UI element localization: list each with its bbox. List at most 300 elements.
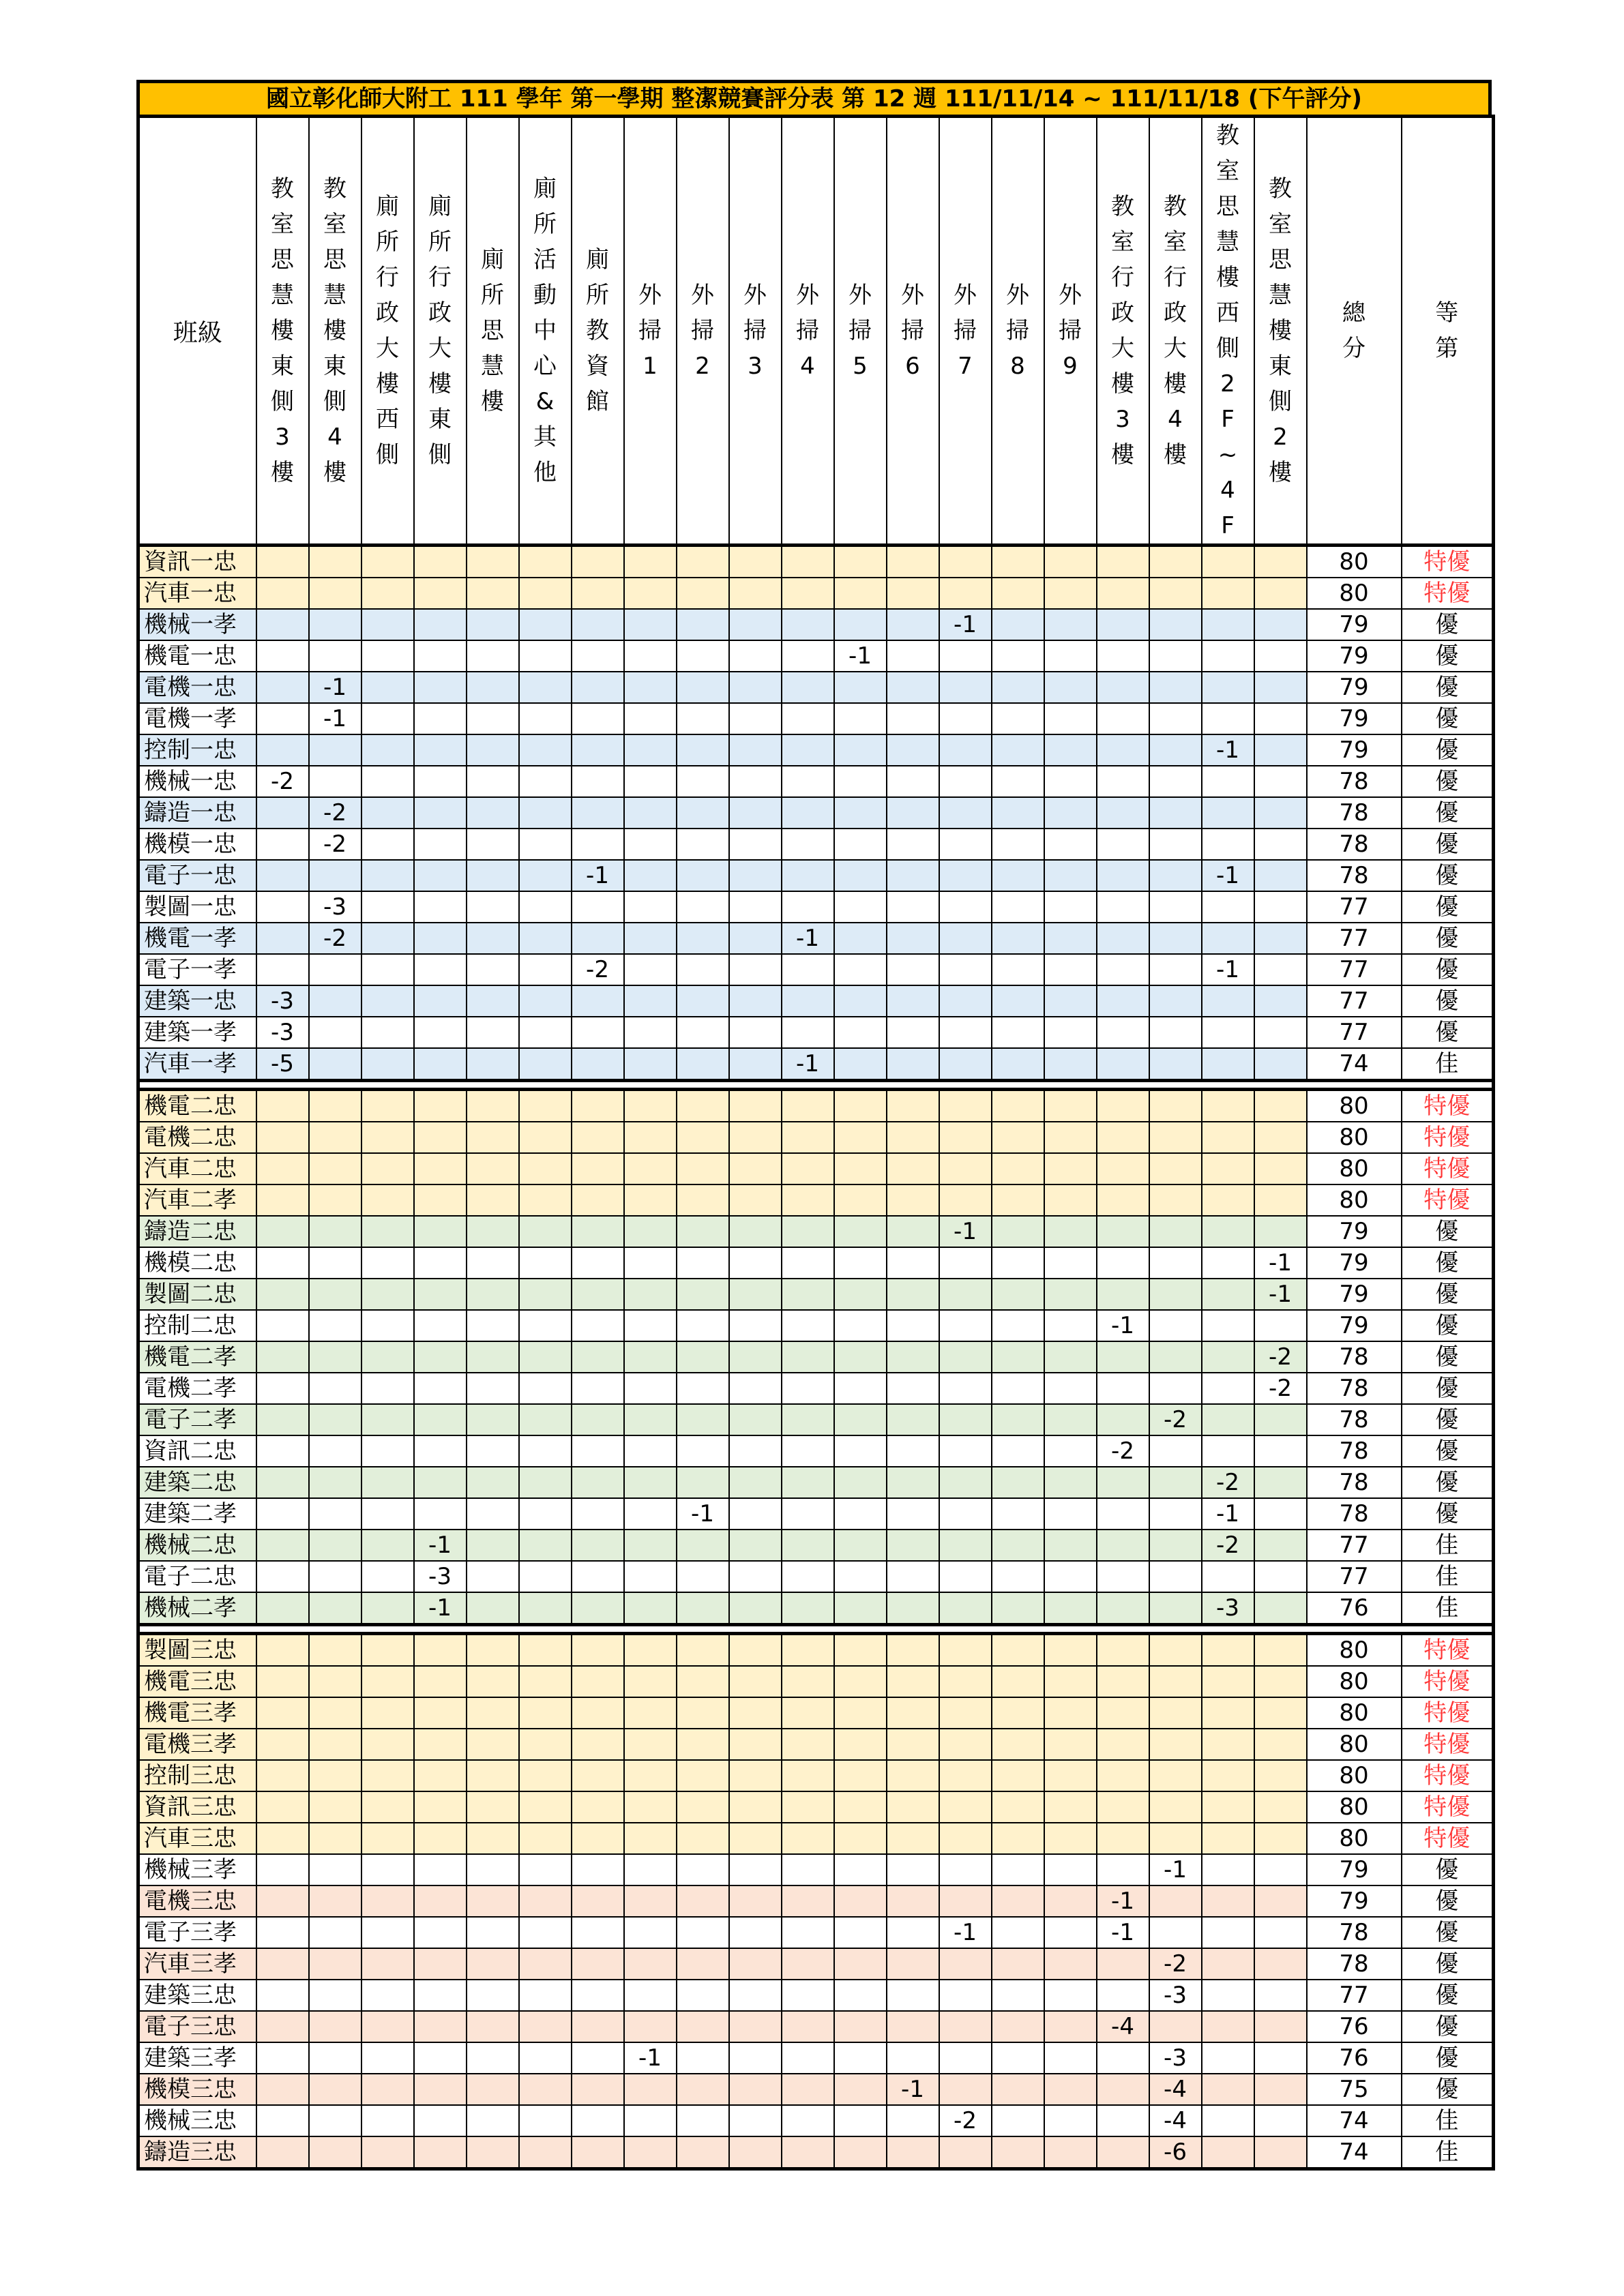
deduction-cell — [1254, 1310, 1307, 1341]
deduction-cell — [467, 829, 519, 860]
table-row — [138, 1823, 1494, 1854]
deduction-cell — [309, 954, 361, 985]
deduction-cell — [1149, 2011, 1202, 2042]
deduction-cell — [992, 546, 1044, 578]
deduction-cell — [887, 1561, 939, 1592]
deduction-cell — [1149, 1216, 1202, 1247]
deduction-cell — [939, 2136, 992, 2169]
deduction-cell — [939, 640, 992, 672]
deduction-cell — [992, 1017, 1044, 1048]
deduction-cell — [834, 1854, 887, 1885]
deduction-cell: -1 — [939, 609, 992, 640]
deduction-cell — [1097, 609, 1149, 640]
class-name-cell: 電子三孝 — [138, 1917, 256, 1948]
deduction-cell — [309, 1373, 361, 1404]
deduction-cell — [782, 1760, 834, 1791]
deduction-cell — [519, 1435, 572, 1467]
column-header-label: 班級 — [173, 318, 222, 347]
deduction-cell — [834, 1184, 887, 1216]
deduction-cell — [1097, 1341, 1149, 1373]
deduction-cell — [992, 1760, 1044, 1791]
total-score-cell: 78 — [1307, 1435, 1402, 1467]
deduction-cell — [939, 766, 992, 797]
deduction-cell — [887, 1310, 939, 1341]
table-row — [138, 860, 1494, 891]
deduction-cell — [572, 1373, 624, 1404]
column-header — [1254, 117, 1307, 546]
deduction-cell — [624, 1467, 677, 1498]
deduction-cell — [677, 1153, 729, 1184]
table-row — [138, 1885, 1494, 1917]
deduction-cell — [887, 766, 939, 797]
deduction-cell — [1044, 1184, 1097, 1216]
deduction-cell — [572, 1017, 624, 1048]
table-row — [138, 1122, 1494, 1153]
deduction-cell — [677, 766, 729, 797]
deduction-cell — [992, 1498, 1044, 1530]
deduction-cell — [1097, 578, 1149, 609]
total-score-cell: 77 — [1307, 1561, 1402, 1592]
column-header-label: 教室思慧樓東側4樓 — [323, 175, 346, 486]
deduction-cell — [361, 640, 414, 672]
deduction-cell — [572, 1917, 624, 1948]
table-row — [138, 2136, 1494, 2169]
deduction-cell — [414, 954, 467, 985]
deduction-cell — [992, 703, 1044, 734]
deduction-cell — [519, 985, 572, 1017]
column-header-label: 外掃7 — [953, 282, 977, 380]
deduction-cell — [992, 1561, 1044, 1592]
deduction-cell — [782, 1341, 834, 1373]
deduction-cell — [677, 891, 729, 923]
deduction-cell — [834, 985, 887, 1017]
deduction-cell — [992, 985, 1044, 1017]
deduction-cell — [572, 1592, 624, 1625]
deduction-cell — [467, 1760, 519, 1791]
grade-cell: 佳 — [1402, 1530, 1494, 1561]
deduction-cell — [939, 1854, 992, 1885]
grade-cell: 優 — [1402, 954, 1494, 985]
deduction-cell — [1097, 1729, 1149, 1760]
deduction-cell — [887, 860, 939, 891]
deduction-cell — [1097, 2074, 1149, 2105]
deduction-cell — [887, 2042, 939, 2074]
deduction-cell — [677, 1530, 729, 1561]
deduction-cell — [677, 1341, 729, 1373]
class-name-cell: 建築三忠 — [138, 1980, 256, 2011]
column-header — [256, 117, 309, 546]
deduction-cell — [624, 1634, 677, 1667]
deduction-cell — [414, 891, 467, 923]
deduction-cell — [887, 1729, 939, 1760]
deduction-cell — [361, 1791, 414, 1823]
deduction-cell — [1254, 1122, 1307, 1153]
deduction-cell — [624, 1885, 677, 1917]
deduction-cell — [1149, 1530, 1202, 1561]
deduction-cell: -3 — [1149, 2042, 1202, 2074]
deduction-cell — [467, 2105, 519, 2136]
deduction-cell — [624, 860, 677, 891]
grade-cell: 優 — [1402, 1310, 1494, 1341]
deduction-cell — [1254, 1592, 1307, 1625]
deduction-cell: -1 — [1097, 1917, 1149, 1948]
deduction-cell — [1044, 2074, 1097, 2105]
deduction-cell — [782, 1435, 834, 1467]
deduction-cell — [677, 1917, 729, 1948]
grade-cell: 優 — [1402, 1917, 1494, 1948]
deduction-cell — [1044, 1279, 1097, 1310]
total-score-cell: 80 — [1307, 1666, 1402, 1697]
deduction-cell — [361, 672, 414, 703]
deduction-cell — [309, 1917, 361, 1948]
deduction-cell — [361, 1404, 414, 1435]
deduction-cell — [1202, 1634, 1254, 1667]
deduction-cell — [309, 1498, 361, 1530]
deduction-cell — [572, 1341, 624, 1373]
deduction-cell — [624, 2105, 677, 2136]
deduction-cell — [887, 1404, 939, 1435]
deduction-cell — [729, 1666, 782, 1697]
deduction-cell — [1097, 1948, 1149, 1980]
deduction-cell — [414, 829, 467, 860]
deduction-cell — [467, 2136, 519, 2169]
deduction-cell — [1097, 734, 1149, 766]
deduction-cell — [1202, 1729, 1254, 1760]
deduction-cell — [992, 1404, 1044, 1435]
deduction-cell — [467, 1729, 519, 1760]
deduction-cell — [887, 1666, 939, 1697]
deduction-cell — [782, 766, 834, 797]
grade-cell: 優 — [1402, 2042, 1494, 2074]
class-name-cell: 機模一忠 — [138, 829, 256, 860]
deduction-cell — [624, 2074, 677, 2105]
deduction-cell — [782, 1729, 834, 1760]
class-name-cell: 製圖二忠 — [138, 1279, 256, 1310]
deduction-cell — [572, 1498, 624, 1530]
deduction-cell — [572, 1530, 624, 1561]
deduction-cell — [1254, 2074, 1307, 2105]
deduction-cell — [414, 1373, 467, 1404]
deduction-cell — [939, 1122, 992, 1153]
deduction-cell — [1254, 1760, 1307, 1791]
deduction-cell — [309, 1048, 361, 1081]
deduction-cell — [677, 1310, 729, 1341]
deduction-cell — [887, 1048, 939, 1081]
grade-cell: 優 — [1402, 1341, 1494, 1373]
deduction-cell — [782, 1791, 834, 1823]
deduction-cell — [887, 1122, 939, 1153]
deduction-cell — [309, 1279, 361, 1310]
deduction-cell — [1044, 1948, 1097, 1980]
column-header-label: 外掃6 — [900, 282, 924, 380]
deduction-cell — [939, 1791, 992, 1823]
deduction-cell — [677, 985, 729, 1017]
deduction-cell — [1149, 829, 1202, 860]
deduction-cell — [1202, 2136, 1254, 2169]
table-row — [138, 985, 1494, 1017]
deduction-cell — [414, 1404, 467, 1435]
deduction-cell — [1202, 1917, 1254, 1948]
deduction-cell — [309, 766, 361, 797]
deduction-cell — [256, 2042, 309, 2074]
deduction-cell — [624, 1854, 677, 1885]
class-name-cell: 鑄造三忠 — [138, 2136, 256, 2169]
deduction-cell — [256, 578, 309, 609]
deduction-cell — [1254, 2136, 1307, 2169]
deduction-cell — [361, 1760, 414, 1791]
column-header — [992, 117, 1044, 546]
table-row — [138, 1216, 1494, 1247]
deduction-cell — [992, 2042, 1044, 2074]
deduction-cell — [1097, 546, 1149, 578]
deduction-cell — [414, 640, 467, 672]
deduction-cell — [624, 1823, 677, 1854]
deduction-cell — [309, 1592, 361, 1625]
deduction-cell — [519, 609, 572, 640]
deduction-cell — [467, 766, 519, 797]
deduction-cell — [677, 1404, 729, 1435]
deduction-cell — [309, 1017, 361, 1048]
deduction-cell — [361, 1247, 414, 1279]
deduction-cell — [414, 1048, 467, 1081]
deduction-cell — [519, 954, 572, 985]
class-name-cell: 電子二忠 — [138, 1561, 256, 1592]
deduction-cell — [467, 1017, 519, 1048]
deduction-cell — [1097, 1592, 1149, 1625]
deduction-cell — [834, 1090, 887, 1122]
class-name-cell: 機械三孝 — [138, 1854, 256, 1885]
grade-cell: 佳 — [1402, 1592, 1494, 1625]
deduction-cell — [1149, 578, 1202, 609]
deduction-cell — [939, 1153, 992, 1184]
deduction-cell — [256, 829, 309, 860]
total-score-cell: 78 — [1307, 1404, 1402, 1435]
deduction-cell: -6 — [1149, 2136, 1202, 2169]
deduction-cell: -2 — [1254, 1373, 1307, 1404]
deduction-cell — [729, 1153, 782, 1184]
deduction-cell — [1202, 1184, 1254, 1216]
deduction-cell — [361, 578, 414, 609]
column-header-label: 廁所活動中心&其他 — [533, 175, 557, 486]
table-row — [138, 1184, 1494, 1216]
total-score-cell: 80 — [1307, 546, 1402, 578]
deduction-cell — [1097, 1184, 1149, 1216]
deduction-cell — [992, 797, 1044, 829]
deduction-cell — [834, 578, 887, 609]
deduction-cell — [1254, 1498, 1307, 1530]
deduction-cell — [414, 1122, 467, 1153]
deduction-cell — [467, 954, 519, 985]
total-score-cell: 78 — [1307, 1467, 1402, 1498]
deduction-cell — [1044, 1823, 1097, 1854]
deduction-cell — [1097, 1666, 1149, 1697]
deduction-cell — [361, 609, 414, 640]
total-score-cell: 79 — [1307, 1279, 1402, 1310]
deduction-cell — [1044, 1791, 1097, 1823]
grade-cell: 優 — [1402, 2011, 1494, 2042]
deduction-cell — [1044, 1153, 1097, 1184]
deduction-cell — [1097, 797, 1149, 829]
deduction-cell — [414, 1980, 467, 2011]
table-row — [138, 1854, 1494, 1885]
deduction-cell — [1097, 1247, 1149, 1279]
deduction-cell — [834, 954, 887, 985]
grade-cell: 優 — [1402, 1279, 1494, 1310]
deduction-cell — [992, 1791, 1044, 1823]
column-header — [414, 117, 467, 546]
deduction-cell — [939, 1090, 992, 1122]
table-row — [138, 923, 1494, 954]
deduction-cell — [887, 1791, 939, 1823]
deduction-cell — [309, 1634, 361, 1667]
deduction-cell — [467, 1823, 519, 1854]
deduction-cell — [361, 923, 414, 954]
deduction-cell — [1044, 797, 1097, 829]
deduction-cell — [1254, 1017, 1307, 1048]
deduction-cell — [1149, 1048, 1202, 1081]
deduction-cell — [834, 1885, 887, 1917]
deduction-cell — [782, 2011, 834, 2042]
deduction-cell — [887, 1980, 939, 2011]
class-name-cell: 電子一孝 — [138, 954, 256, 985]
grade-cell: 優 — [1402, 1467, 1494, 1498]
deduction-cell — [834, 923, 887, 954]
deduction-cell — [1254, 985, 1307, 1017]
deduction-cell — [939, 1435, 992, 1467]
deduction-cell — [1254, 734, 1307, 766]
deduction-cell — [572, 640, 624, 672]
deduction-cell: -1 — [1202, 860, 1254, 891]
deduction-cell — [256, 703, 309, 734]
deduction-cell — [1044, 954, 1097, 985]
score-sheet — [136, 80, 1492, 2171]
deduction-cell — [1254, 1090, 1307, 1122]
deduction-cell — [887, 1017, 939, 1048]
sheet-title: 國立彰化師大附工 111 學年 第一學期 整潔競賽評分表 第 12 週 111/11/14 ~ 111/11/18 (下午評分) — [138, 82, 1490, 115]
deduction-cell — [572, 1404, 624, 1435]
deduction-cell — [414, 1854, 467, 1885]
deduction-cell — [729, 1435, 782, 1467]
deduction-cell — [309, 578, 361, 609]
deduction-cell — [467, 1341, 519, 1373]
deduction-cell — [519, 860, 572, 891]
class-name-cell: 機電二忠 — [138, 1090, 256, 1122]
deduction-cell — [992, 1467, 1044, 1498]
deduction-cell — [467, 609, 519, 640]
deduction-cell — [1202, 1980, 1254, 2011]
deduction-cell: -1 — [834, 640, 887, 672]
deduction-cell — [414, 1666, 467, 1697]
deduction-cell — [834, 1634, 887, 1667]
deduction-cell — [256, 1310, 309, 1341]
deduction-cell — [1254, 1634, 1307, 1667]
deduction-cell — [887, 1697, 939, 1729]
deduction-cell — [729, 985, 782, 1017]
deduction-cell — [414, 1310, 467, 1341]
deduction-cell: -1 — [1149, 1854, 1202, 1885]
deduction-cell — [1254, 1404, 1307, 1435]
deduction-cell — [572, 1561, 624, 1592]
grade-cell: 特優 — [1402, 1760, 1494, 1791]
deduction-cell — [992, 766, 1044, 797]
deduction-cell — [729, 1885, 782, 1917]
deduction-cell — [624, 1697, 677, 1729]
grade-cell: 佳 — [1402, 2136, 1494, 2169]
deduction-cell — [782, 1184, 834, 1216]
class-name-cell: 機電二孝 — [138, 1341, 256, 1373]
table-row — [138, 766, 1494, 797]
deduction-cell — [256, 1435, 309, 1467]
deduction-cell: -1 — [1202, 954, 1254, 985]
deduction-cell — [729, 1122, 782, 1153]
deduction-cell — [1149, 1090, 1202, 1122]
deduction-cell — [677, 2105, 729, 2136]
deduction-cell: -2 — [1097, 1435, 1149, 1467]
deduction-cell — [1202, 2042, 1254, 2074]
deduction-cell — [1149, 1122, 1202, 1153]
table-row — [138, 640, 1494, 672]
deduction-cell — [1044, 985, 1097, 1017]
deduction-cell — [1097, 1090, 1149, 1122]
deduction-cell — [677, 1823, 729, 1854]
deduction-cell — [572, 797, 624, 829]
total-score-cell: 80 — [1307, 1153, 1402, 1184]
deduction-cell — [677, 578, 729, 609]
deduction-cell — [939, 1666, 992, 1697]
deduction-cell — [887, 1498, 939, 1530]
deduction-cell — [729, 546, 782, 578]
deduction-cell — [939, 1948, 992, 1980]
deduction-cell — [782, 1530, 834, 1561]
deduction-cell — [1202, 546, 1254, 578]
deduction-cell — [1149, 923, 1202, 954]
class-name-cell: 機械二孝 — [138, 1592, 256, 1625]
deduction-cell — [256, 1341, 309, 1373]
deduction-cell — [992, 1666, 1044, 1697]
deduction-cell — [1044, 1017, 1097, 1048]
deduction-cell — [361, 1467, 414, 1498]
deduction-cell — [572, 1634, 624, 1667]
deduction-cell — [519, 1760, 572, 1791]
deduction-cell — [677, 1980, 729, 2011]
deduction-cell — [887, 923, 939, 954]
class-name-cell: 電機三忠 — [138, 1885, 256, 1917]
deduction-cell — [309, 2136, 361, 2169]
deduction-cell — [782, 1279, 834, 1310]
class-name-cell: 汽車三忠 — [138, 1823, 256, 1854]
deduction-cell — [677, 2042, 729, 2074]
grade-cell: 優 — [1402, 766, 1494, 797]
deduction-cell — [1044, 2136, 1097, 2169]
deduction-cell — [309, 1791, 361, 1823]
deduction-cell — [467, 1122, 519, 1153]
deduction-cell — [256, 1634, 309, 1667]
deduction-cell — [467, 1917, 519, 1948]
class-name-cell: 電機二忠 — [138, 1122, 256, 1153]
deduction-cell — [572, 1729, 624, 1760]
deduction-cell — [361, 1435, 414, 1467]
deduction-cell — [256, 1467, 309, 1498]
deduction-cell — [414, 703, 467, 734]
deduction-cell — [677, 2136, 729, 2169]
deduction-cell — [887, 1435, 939, 1467]
total-score-cell: 79 — [1307, 1247, 1402, 1279]
deduction-cell — [309, 2011, 361, 2042]
deduction-cell — [1044, 1885, 1097, 1917]
deduction-cell — [834, 1341, 887, 1373]
deduction-cell — [1149, 766, 1202, 797]
class-name-cell: 機電三忠 — [138, 1666, 256, 1697]
